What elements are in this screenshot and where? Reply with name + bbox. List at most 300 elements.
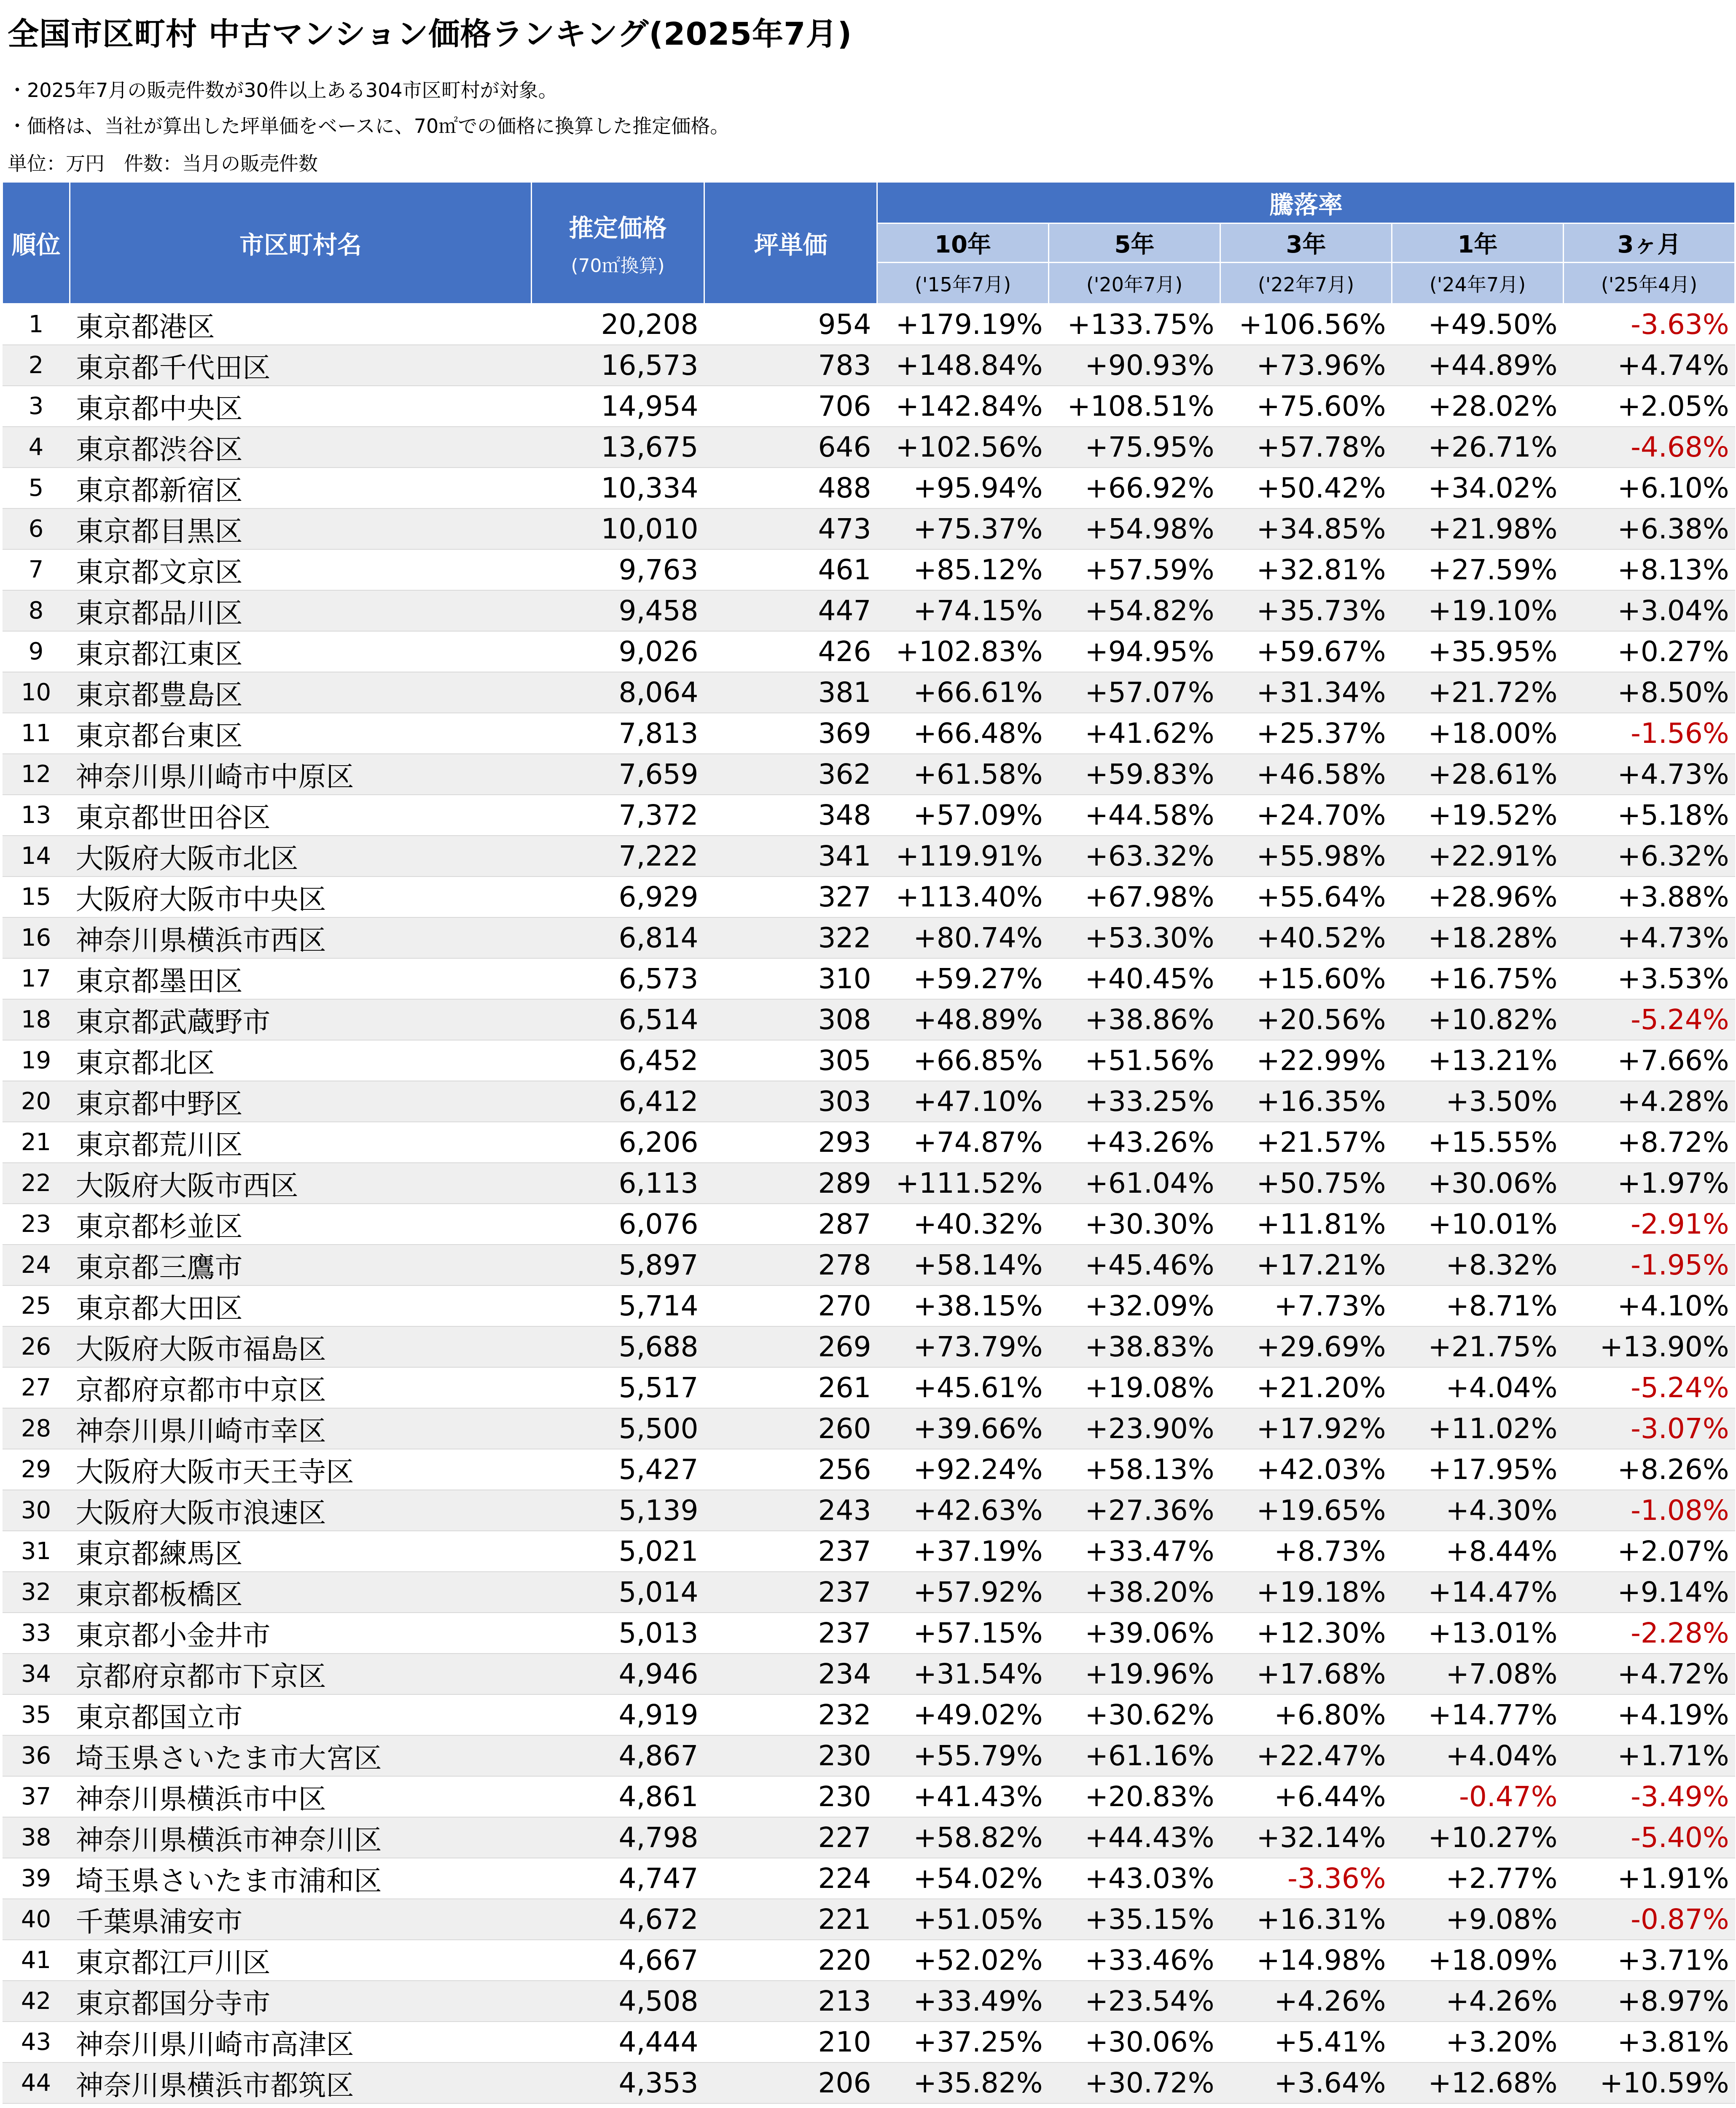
change-1y-cell: +18.09%: [1392, 1940, 1564, 1981]
tsubo-price-cell: 287: [704, 1204, 877, 1245]
municipality-name-cell: 大阪府大阪市福島区: [70, 1326, 532, 1367]
change-5y-cell: +39.06%: [1049, 1613, 1220, 1654]
estimated-price-cell: 14,954: [532, 386, 704, 427]
change-5y-cell: +38.86%: [1049, 999, 1220, 1040]
estimated-price-cell: 5,139: [532, 1490, 704, 1531]
table-row: [3, 1776, 1735, 1817]
municipality-name-cell: 神奈川県横浜市西区: [70, 917, 532, 958]
change-1y-cell: +4.26%: [1392, 1981, 1564, 2022]
change-5y-cell: +63.32%: [1049, 836, 1220, 877]
table-row: [3, 1122, 1735, 1163]
tsubo-price-cell: 362: [704, 754, 877, 795]
change-1y-cell: +10.27%: [1392, 1817, 1564, 1858]
estimated-price-cell: 4,861: [532, 1776, 704, 1817]
table-row: [3, 713, 1735, 754]
change-3m-cell: +1.71%: [1564, 1735, 1735, 1776]
change-3y-cell: [1220, 2103, 1392, 2108]
change-3y-cell: +22.47%: [1220, 1735, 1392, 1776]
municipality-name-cell: 京都府京都市下京区: [70, 1654, 532, 1694]
tsubo-price-cell: 210: [704, 2022, 877, 2062]
change-10y-cell: +102.83%: [877, 631, 1049, 672]
rank-cell: 16: [3, 917, 70, 958]
change-3m-cell: +6.32%: [1564, 836, 1735, 877]
change-3m-cell: +3.53%: [1564, 958, 1735, 999]
change-5y-cell: +66.92%: [1049, 468, 1220, 508]
rank-cell: 24: [3, 1245, 70, 1285]
change-10y-cell: +47.10%: [877, 1081, 1049, 1122]
table-row: [3, 1081, 1735, 1122]
tsubo-price-cell: 227: [704, 1817, 877, 1858]
municipality-name-cell: 東京都板橋区: [70, 1572, 532, 1613]
change-3y-cell: +17.68%: [1220, 1654, 1392, 1694]
change-1y-cell: +3.50%: [1392, 1081, 1564, 1122]
header-period-base-5y: ('20年7月): [1049, 263, 1220, 304]
change-10y-cell: +37.19%: [877, 1531, 1049, 1572]
header-name: 市区町村名: [70, 182, 532, 304]
tsubo-price-cell: 260: [704, 1408, 877, 1449]
rank-cell: 32: [3, 1572, 70, 1613]
estimated-price-cell: 6,452: [532, 1040, 704, 1081]
change-3m-cell: +8.50%: [1564, 672, 1735, 713]
municipality-name-cell: 神奈川県横浜市神奈川区: [70, 1817, 532, 1858]
municipality-name-cell: 東京都目黒区: [70, 508, 532, 549]
change-3y-cell: +3.64%: [1220, 2062, 1392, 2103]
table-row: [3, 795, 1735, 836]
change-5y-cell: +38.83%: [1049, 1326, 1220, 1367]
change-10y-cell: +52.02%: [877, 1940, 1049, 1981]
table-row: [3, 1817, 1735, 1858]
table-row: [3, 877, 1735, 917]
rank-cell: 23: [3, 1204, 70, 1245]
change-10y-cell: +74.87%: [877, 1122, 1049, 1163]
change-10y-cell: +51.05%: [877, 1899, 1049, 1940]
change-3y-cell: +19.18%: [1220, 1572, 1392, 1613]
estimated-price-cell: 9,458: [532, 590, 704, 631]
municipality-name-cell: 東京都小金井市: [70, 1613, 532, 1654]
change-5y-cell: +30.72%: [1049, 2062, 1220, 2103]
estimated-price-cell: 16,573: [532, 345, 704, 386]
header-period-base-3m: ('25年4月): [1564, 263, 1735, 304]
header-rank: 順位: [3, 182, 70, 304]
estimated-price-cell: 6,076: [532, 1204, 704, 1245]
municipality-name-cell: 東京都墨田区: [70, 958, 532, 999]
change-5y-cell: +19.08%: [1049, 1367, 1220, 1408]
note-price-method: ・価格は、当社が算出した坪単価をベースに、70㎡での価格に換算した推定価格。: [8, 115, 730, 137]
table-row: [3, 508, 1735, 549]
change-1y-cell: +7.08%: [1392, 1654, 1564, 1694]
table-row: [3, 1285, 1735, 1326]
change-1y-cell: +21.72%: [1392, 672, 1564, 713]
table-row: [3, 1040, 1735, 1081]
change-5y-cell: +44.58%: [1049, 795, 1220, 836]
tsubo-price-cell: 310: [704, 958, 877, 999]
municipality-name-cell: 大阪府大阪市中央区: [70, 877, 532, 917]
change-10y-cell: +73.79%: [877, 1326, 1049, 1367]
estimated-price-cell: 4,353: [532, 2062, 704, 2103]
change-10y-cell: +54.02%: [877, 1858, 1049, 1899]
table-row: [3, 304, 1735, 345]
change-3y-cell: +15.60%: [1220, 958, 1392, 999]
municipality-name-cell: 東京都江戸川区: [70, 1940, 532, 1981]
estimated-price-cell: 6,514: [532, 999, 704, 1040]
change-10y-cell: +58.82%: [877, 1817, 1049, 1858]
rank-cell: 34: [3, 1654, 70, 1694]
change-3m-cell: -5.24%: [1564, 999, 1735, 1040]
rank-cell: 11: [3, 713, 70, 754]
change-1y-cell: +28.02%: [1392, 386, 1564, 427]
change-3m-cell: -5.24%: [1564, 1367, 1735, 1408]
change-3m-cell: +8.97%: [1564, 1981, 1735, 2022]
change-5y-cell: +51.56%: [1049, 1040, 1220, 1081]
tsubo-price-cell: 237: [704, 1531, 877, 1572]
municipality-name-cell: 東京都世田谷区: [70, 795, 532, 836]
change-10y-cell: +31.54%: [877, 1654, 1049, 1694]
change-10y-cell: +45.61%: [877, 1367, 1049, 1408]
table-header: [3, 182, 1735, 304]
estimated-price-cell: 4,747: [532, 1858, 704, 1899]
header-period-1y: 1年: [1392, 223, 1564, 263]
change-10y-cell: +95.94%: [877, 468, 1049, 508]
change-3y-cell: +40.52%: [1220, 917, 1392, 958]
table-row: [3, 1367, 1735, 1408]
change-3m-cell: +4.10%: [1564, 1285, 1735, 1326]
tsubo-price-cell: 293: [704, 1122, 877, 1163]
change-1y-cell: +3.20%: [1392, 2022, 1564, 2062]
change-3m-cell: +2.07%: [1564, 1531, 1735, 1572]
change-1y-cell: +27.59%: [1392, 549, 1564, 590]
change-5y-cell: +19.96%: [1049, 1654, 1220, 1694]
estimated-price-cell: 7,372: [532, 795, 704, 836]
change-1y-cell: +8.71%: [1392, 1285, 1564, 1326]
estimated-price-cell: 4,444: [532, 2022, 704, 2062]
change-3m-cell: -3.07%: [1564, 1408, 1735, 1449]
rank-cell: 40: [3, 1899, 70, 1940]
header-tsubo: 坪単価: [704, 182, 877, 304]
change-3m-cell: +2.05%: [1564, 386, 1735, 427]
change-5y-cell: +90.93%: [1049, 345, 1220, 386]
municipality-name-cell: 東京都北区: [70, 1040, 532, 1081]
change-3m-cell: +4.28%: [1564, 1081, 1735, 1122]
header-price: [532, 182, 704, 304]
change-3y-cell: +35.73%: [1220, 590, 1392, 631]
rank-cell: 9: [3, 631, 70, 672]
estimated-price-cell: 4,867: [532, 1735, 704, 1776]
change-10y-cell: +35.82%: [877, 2062, 1049, 2103]
change-5y-cell: +54.82%: [1049, 590, 1220, 631]
change-3m-cell: -2.28%: [1564, 1613, 1735, 1654]
estimated-price-cell: 7,659: [532, 754, 704, 795]
change-5y-cell: +23.90%: [1049, 1408, 1220, 1449]
rank-cell: 33: [3, 1613, 70, 1654]
table-row: [3, 468, 1735, 508]
rank-cell: 17: [3, 958, 70, 999]
change-10y-cell: +55.79%: [877, 1735, 1049, 1776]
change-5y-cell: +33.46%: [1049, 1940, 1220, 1981]
change-10y-cell: +37.25%: [877, 2022, 1049, 2062]
tsubo-price-cell: 303: [704, 1081, 877, 1122]
change-5y-cell: +45.46%: [1049, 1245, 1220, 1285]
change-3y-cell: +42.03%: [1220, 1449, 1392, 1490]
change-3m-cell: -0.87%: [1564, 1899, 1735, 1940]
change-10y-cell: +40.32%: [877, 1204, 1049, 1245]
table-row: [3, 958, 1735, 999]
change-3m-cell: -1.08%: [1564, 1490, 1735, 1531]
change-3m-cell: +6.10%: [1564, 468, 1735, 508]
change-1y-cell: +26.71%: [1392, 427, 1564, 468]
tsubo-price-cell: [704, 2103, 877, 2108]
change-1y-cell: +11.02%: [1392, 1408, 1564, 1449]
rank-cell: 21: [3, 1122, 70, 1163]
change-10y-cell: +74.15%: [877, 590, 1049, 631]
change-3y-cell: +73.96%: [1220, 345, 1392, 386]
municipality-name-cell: 大阪府大阪市天王寺区: [70, 1449, 532, 1490]
rank-cell: 18: [3, 999, 70, 1040]
change-3y-cell: +59.67%: [1220, 631, 1392, 672]
change-10y-cell: +59.27%: [877, 958, 1049, 999]
change-1y-cell: [1392, 2103, 1564, 2108]
tsubo-price-cell: 220: [704, 1940, 877, 1981]
change-1y-cell: +13.01%: [1392, 1613, 1564, 1654]
tsubo-price-cell: 237: [704, 1613, 877, 1654]
tsubo-price-cell: 348: [704, 795, 877, 836]
tsubo-price-cell: 224: [704, 1858, 877, 1899]
tsubo-price-cell: 706: [704, 386, 877, 427]
change-3y-cell: +17.92%: [1220, 1408, 1392, 1449]
page-title: 全国市区町村 中古マンション価格ランキング(2025年7月): [8, 16, 852, 52]
estimated-price-cell: [532, 2103, 704, 2108]
estimated-price-cell: 9,763: [532, 549, 704, 590]
change-10y-cell: +113.40%: [877, 877, 1049, 917]
change-5y-cell: +32.09%: [1049, 1285, 1220, 1326]
change-5y-cell: +59.83%: [1049, 754, 1220, 795]
change-5y-cell: +57.59%: [1049, 549, 1220, 590]
rank-cell: 43: [3, 2022, 70, 2062]
change-3y-cell: -3.36%: [1220, 1858, 1392, 1899]
change-5y-cell: [1049, 2103, 1220, 2108]
change-5y-cell: +61.16%: [1049, 1735, 1220, 1776]
estimated-price-cell: 7,222: [532, 836, 704, 877]
change-3m-cell: +0.27%: [1564, 631, 1735, 672]
change-1y-cell: +8.44%: [1392, 1531, 1564, 1572]
change-3m-cell: +7.66%: [1564, 1040, 1735, 1081]
table-row: [3, 1940, 1735, 1981]
rank-cell: 39: [3, 1858, 70, 1899]
estimated-price-cell: 13,675: [532, 427, 704, 468]
municipality-name-cell: 神奈川県横浜市都筑区: [70, 2062, 532, 2103]
tsubo-price-cell: 646: [704, 427, 877, 468]
note-target: ・2025年7月の販売件数が30件以上ある304市区町村が対象。: [8, 79, 558, 102]
change-3y-cell: +31.34%: [1220, 672, 1392, 713]
change-3y-cell: +6.80%: [1220, 1694, 1392, 1735]
change-3y-cell: +16.31%: [1220, 1899, 1392, 1940]
change-3y-cell: +4.26%: [1220, 1981, 1392, 2022]
table-row: [3, 999, 1735, 1040]
change-1y-cell: +30.06%: [1392, 1163, 1564, 1204]
table-row: [3, 386, 1735, 427]
table-row: [3, 917, 1735, 958]
tsubo-price-cell: 461: [704, 549, 877, 590]
change-3y-cell: +24.70%: [1220, 795, 1392, 836]
rank-cell: 26: [3, 1326, 70, 1367]
change-10y-cell: +38.15%: [877, 1285, 1049, 1326]
table-row: [3, 1245, 1735, 1285]
header-period-base-3y: ('22年7月): [1220, 263, 1392, 304]
change-1y-cell: +12.68%: [1392, 2062, 1564, 2103]
estimated-price-cell: 6,206: [532, 1122, 704, 1163]
header-period-3m: 3ヶ月: [1564, 223, 1735, 263]
change-5y-cell: +30.06%: [1049, 2022, 1220, 2062]
change-3y-cell: +46.58%: [1220, 754, 1392, 795]
change-3y-cell: +55.98%: [1220, 836, 1392, 877]
change-10y-cell: +41.43%: [877, 1776, 1049, 1817]
change-5y-cell: +44.43%: [1049, 1817, 1220, 1858]
change-1y-cell: +16.75%: [1392, 958, 1564, 999]
rank-cell: 28: [3, 1408, 70, 1449]
change-3y-cell: +14.98%: [1220, 1940, 1392, 1981]
tsubo-price-cell: 261: [704, 1367, 877, 1408]
municipality-name-cell: 東京都三鷹市: [70, 1245, 532, 1285]
municipality-name-cell: 東京都国分寺市: [70, 1981, 532, 2022]
estimated-price-cell: 5,714: [532, 1285, 704, 1326]
rank-cell: 14: [3, 836, 70, 877]
table-row: [3, 2022, 1735, 2062]
rank-cell: 29: [3, 1449, 70, 1490]
estimated-price-cell: 5,021: [532, 1531, 704, 1572]
table-row: [3, 1613, 1735, 1654]
table-row: [3, 1858, 1735, 1899]
change-3m-cell: +3.88%: [1564, 877, 1735, 917]
change-10y-cell: +42.63%: [877, 1490, 1049, 1531]
rank-cell: 41: [3, 1940, 70, 1981]
rank-cell: 25: [3, 1285, 70, 1326]
table-row: [3, 1694, 1735, 1735]
change-5y-cell: +23.54%: [1049, 1981, 1220, 2022]
header-change-group: 騰落率: [877, 182, 1735, 223]
change-3m-cell: +4.73%: [1564, 754, 1735, 795]
change-1y-cell: +22.91%: [1392, 836, 1564, 877]
change-3m-cell: +4.72%: [1564, 1654, 1735, 1694]
table-row: [3, 1899, 1735, 1940]
change-5y-cell: +40.45%: [1049, 958, 1220, 999]
table-row: [3, 1449, 1735, 1490]
tsubo-price-cell: 308: [704, 999, 877, 1040]
tsubo-price-cell: 322: [704, 917, 877, 958]
tsubo-price-cell: 270: [704, 1285, 877, 1326]
change-3m-cell: +8.26%: [1564, 1449, 1735, 1490]
change-1y-cell: +28.96%: [1392, 877, 1564, 917]
table-row: [3, 2062, 1735, 2103]
estimated-price-cell: 5,517: [532, 1367, 704, 1408]
rank-cell: 6: [3, 508, 70, 549]
change-1y-cell: +19.52%: [1392, 795, 1564, 836]
change-5y-cell: +75.95%: [1049, 427, 1220, 468]
change-3m-cell: +6.38%: [1564, 508, 1735, 549]
estimated-price-cell: 6,814: [532, 917, 704, 958]
rank-cell: 22: [3, 1163, 70, 1204]
municipality-name-cell: 埼玉県さいたま市浦和区: [70, 1858, 532, 1899]
change-5y-cell: +30.62%: [1049, 1694, 1220, 1735]
municipality-name-cell: 神奈川県川崎市中原区: [70, 754, 532, 795]
change-3m-cell: -1.56%: [1564, 713, 1735, 754]
estimated-price-cell: 8,064: [532, 672, 704, 713]
table-row: [3, 590, 1735, 631]
change-1y-cell: +44.89%: [1392, 345, 1564, 386]
tsubo-price-cell: 221: [704, 1899, 877, 1940]
rank-cell: 36: [3, 1735, 70, 1776]
change-3m-cell: -3.49%: [1564, 1776, 1735, 1817]
rank-cell: 1: [3, 304, 70, 345]
rank-cell: 19: [3, 1040, 70, 1081]
change-1y-cell: +21.98%: [1392, 508, 1564, 549]
change-5y-cell: +43.26%: [1049, 1122, 1220, 1163]
change-10y-cell: +57.15%: [877, 1613, 1049, 1654]
tsubo-price-cell: 369: [704, 713, 877, 754]
change-5y-cell: +94.95%: [1049, 631, 1220, 672]
rank-cell: 2: [3, 345, 70, 386]
table-row: [3, 2103, 1735, 2108]
change-3y-cell: +106.56%: [1220, 304, 1392, 345]
change-3m-cell: +5.18%: [1564, 795, 1735, 836]
estimated-price-cell: 4,946: [532, 1654, 704, 1694]
change-10y-cell: +58.14%: [877, 1245, 1049, 1285]
change-3y-cell: +25.37%: [1220, 713, 1392, 754]
change-5y-cell: +67.98%: [1049, 877, 1220, 917]
municipality-name-cell: 東京都中野区: [70, 1081, 532, 1122]
change-10y-cell: +179.19%: [877, 304, 1049, 345]
change-5y-cell: +27.36%: [1049, 1490, 1220, 1531]
municipality-name-cell: 大阪府大阪市西区: [70, 1163, 532, 1204]
change-3y-cell: +75.60%: [1220, 386, 1392, 427]
change-10y-cell: +85.12%: [877, 549, 1049, 590]
change-10y-cell: +66.48%: [877, 713, 1049, 754]
tsubo-price-cell: 256: [704, 1449, 877, 1490]
change-5y-cell: +38.20%: [1049, 1572, 1220, 1613]
municipality-name-cell: 東京都文京区: [70, 549, 532, 590]
municipality-name-cell: 東京都江東区: [70, 631, 532, 672]
estimated-price-cell: 5,013: [532, 1613, 704, 1654]
municipality-name-cell: 東京都港区: [70, 304, 532, 345]
change-3y-cell: +12.30%: [1220, 1613, 1392, 1654]
table-row: [3, 345, 1735, 386]
change-1y-cell: +4.30%: [1392, 1490, 1564, 1531]
estimated-price-cell: 4,919: [532, 1694, 704, 1735]
header-period-5y: 5年: [1049, 223, 1220, 263]
rank-cell: 4: [3, 427, 70, 468]
change-5y-cell: +133.75%: [1049, 304, 1220, 345]
change-3m-cell: +4.73%: [1564, 917, 1735, 958]
estimated-price-cell: 20,208: [532, 304, 704, 345]
change-1y-cell: +10.01%: [1392, 1204, 1564, 1245]
change-1y-cell: +9.08%: [1392, 1899, 1564, 1940]
municipality-name-cell: 東京都千代田区: [70, 345, 532, 386]
municipality-name-cell: 東京都新宿区: [70, 468, 532, 508]
change-1y-cell: +4.04%: [1392, 1367, 1564, 1408]
change-10y-cell: +33.49%: [877, 1981, 1049, 2022]
municipality-name-cell: 神奈川県川崎市幸区: [70, 1408, 532, 1449]
ranking-table: [2, 181, 1736, 2108]
municipality-name-cell: 東京都武蔵野市: [70, 999, 532, 1040]
municipality-name-cell: 千葉県浦安市: [70, 1899, 532, 1940]
change-3m-cell: [1564, 2103, 1735, 2108]
unit-note: 単位：万円 件数：当月の販売件数: [8, 152, 318, 175]
change-1y-cell: +49.50%: [1392, 304, 1564, 345]
change-5y-cell: +30.30%: [1049, 1204, 1220, 1245]
table-row: [3, 549, 1735, 590]
estimated-price-cell: 10,010: [532, 508, 704, 549]
tsubo-price-cell: 213: [704, 1981, 877, 2022]
tsubo-price-cell: 426: [704, 631, 877, 672]
rank-cell: 42: [3, 1981, 70, 2022]
